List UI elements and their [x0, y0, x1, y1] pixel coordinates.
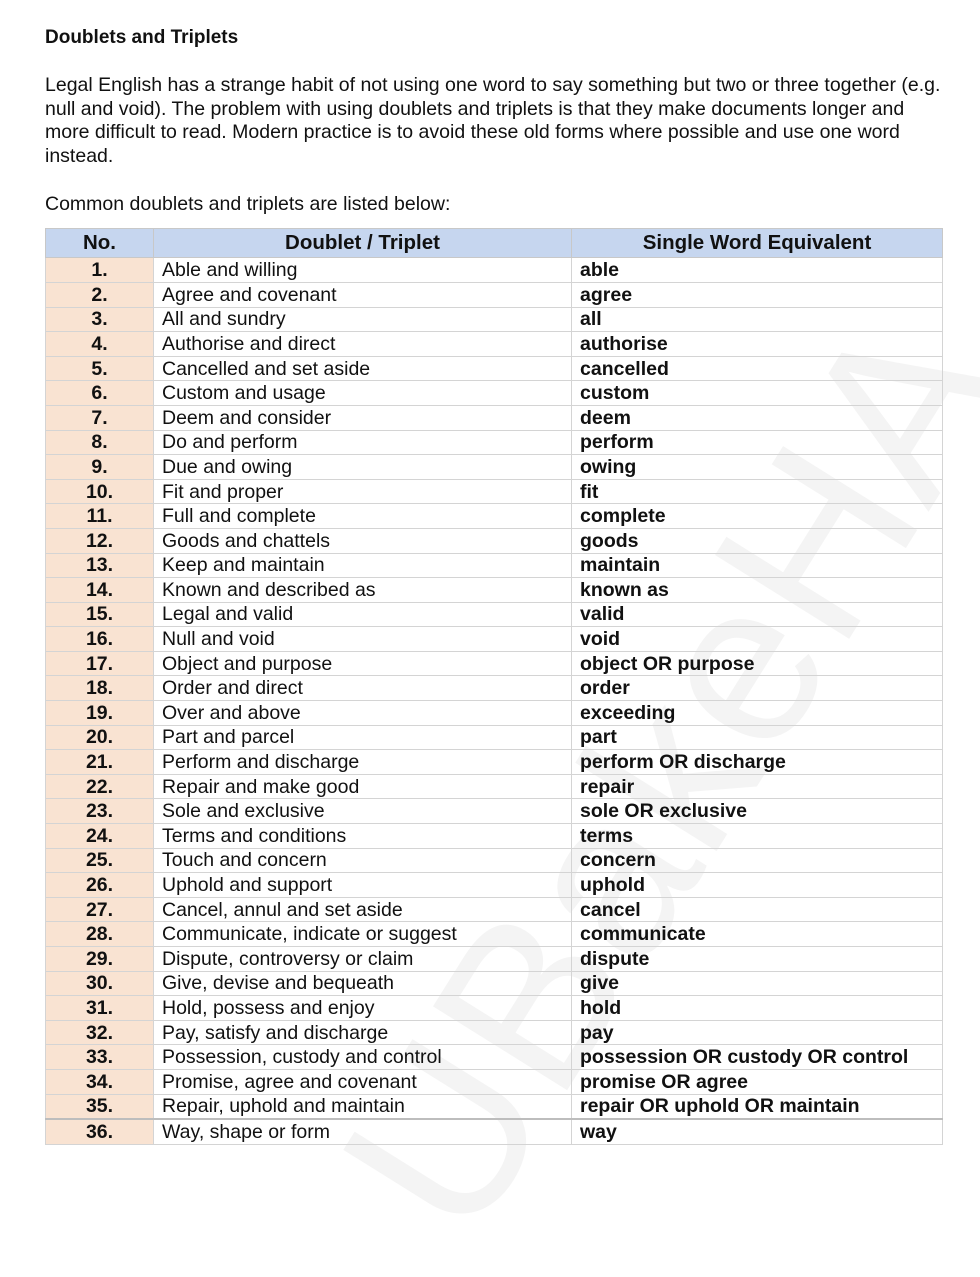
row-number: 4.: [46, 332, 154, 357]
row-doublet-triplet: Order and direct: [154, 676, 572, 701]
doublets-table: [45, 228, 943, 1144]
row-single-word: order: [572, 676, 943, 701]
intro-paragraph: Legal English has a strange habit of not using one word to say something but two or three together (e.g. null and void). The problem with using doublets and triplets is that they make documents longer and more difficult to read. Modern practice is to avoid these old forms where possible and use one word instead.: [45, 74, 941, 167]
row-number: 17.: [46, 651, 154, 676]
table-row: [46, 332, 943, 357]
table-row: [46, 455, 943, 480]
row-number: 30.: [46, 971, 154, 996]
row-doublet-triplet: Repair, uphold and maintain: [154, 1094, 572, 1119]
row-doublet-triplet: Hold, possess and enjoy: [154, 996, 572, 1021]
row-single-word: sole OR exclusive: [572, 799, 943, 824]
row-number: 36.: [46, 1119, 154, 1144]
row-single-word: all: [572, 307, 943, 332]
row-doublet-triplet: Null and void: [154, 627, 572, 652]
row-number: 24.: [46, 824, 154, 849]
table-row: [46, 627, 943, 652]
row-doublet-triplet: Cancelled and set aside: [154, 356, 572, 381]
table-row: [46, 356, 943, 381]
row-single-word: perform: [572, 430, 943, 455]
row-single-word: authorise: [572, 332, 943, 357]
table-row: [46, 922, 943, 947]
row-doublet-triplet: Authorise and direct: [154, 332, 572, 357]
row-doublet-triplet: Touch and concern: [154, 848, 572, 873]
row-number: 18.: [46, 676, 154, 701]
row-doublet-triplet: Legal and valid: [154, 602, 572, 627]
row-single-word: maintain: [572, 553, 943, 578]
row-single-word: part: [572, 725, 943, 750]
table-row: [46, 578, 943, 603]
table-row: [46, 996, 943, 1021]
row-number: 35.: [46, 1094, 154, 1119]
table-row: [46, 897, 943, 922]
row-number: 29.: [46, 947, 154, 972]
table-row: [46, 405, 943, 430]
row-doublet-triplet: Cancel, annul and set aside: [154, 897, 572, 922]
row-single-word: promise OR agree: [572, 1069, 943, 1094]
row-doublet-triplet: Dispute, controversy or claim: [154, 947, 572, 972]
table-row: [46, 750, 943, 775]
table-row: [46, 676, 943, 701]
row-single-word: uphold: [572, 873, 943, 898]
row-number: 11.: [46, 504, 154, 529]
row-doublet-triplet: Fit and proper: [154, 479, 572, 504]
row-doublet-triplet: Give, devise and bequeath: [154, 971, 572, 996]
table-row: [46, 799, 943, 824]
row-number: 5.: [46, 356, 154, 381]
table-row: [46, 725, 943, 750]
row-number: 28.: [46, 922, 154, 947]
row-number: 6.: [46, 381, 154, 406]
header-single-word: Single Word Equivalent: [572, 229, 943, 258]
row-number: 34.: [46, 1069, 154, 1094]
row-number: 8.: [46, 430, 154, 455]
row-doublet-triplet: Part and parcel: [154, 725, 572, 750]
table-row: [46, 701, 943, 726]
table-row: [46, 971, 943, 996]
row-number: 10.: [46, 479, 154, 504]
table-row: [46, 1094, 943, 1119]
table-row: [46, 1119, 943, 1144]
row-doublet-triplet: Way, shape or form: [154, 1119, 572, 1144]
row-single-word: cancel: [572, 897, 943, 922]
row-single-word: give: [572, 971, 943, 996]
row-single-word: repair OR uphold OR maintain: [572, 1094, 943, 1119]
table-row: [46, 381, 943, 406]
row-doublet-triplet: Full and complete: [154, 504, 572, 529]
row-number: 9.: [46, 455, 154, 480]
row-single-word: valid: [572, 602, 943, 627]
table-row: [46, 282, 943, 307]
row-doublet-triplet: Goods and chattels: [154, 528, 572, 553]
row-doublet-triplet: Pay, satisfy and discharge: [154, 1020, 572, 1045]
row-single-word: hold: [572, 996, 943, 1021]
table-row: [46, 824, 943, 849]
table-row: [46, 651, 943, 676]
row-doublet-triplet: Uphold and support: [154, 873, 572, 898]
table-row: [46, 602, 943, 627]
document-page: [45, 26, 945, 1145]
table-row: [46, 1020, 943, 1045]
row-number: 19.: [46, 701, 154, 726]
table-row: [46, 307, 943, 332]
row-single-word: communicate: [572, 922, 943, 947]
row-single-word: cancelled: [572, 356, 943, 381]
row-number: 33.: [46, 1045, 154, 1070]
table-row: [46, 528, 943, 553]
row-doublet-triplet: Communicate, indicate or suggest: [154, 922, 572, 947]
row-single-word: possession OR custody OR control: [572, 1045, 943, 1070]
row-doublet-triplet: Over and above: [154, 701, 572, 726]
row-single-word: known as: [572, 578, 943, 603]
row-number: 20.: [46, 725, 154, 750]
row-number: 27.: [46, 897, 154, 922]
row-number: 2.: [46, 282, 154, 307]
table-row: [46, 1069, 943, 1094]
row-single-word: way: [572, 1119, 943, 1144]
row-doublet-triplet: Possession, custody and control: [154, 1045, 572, 1070]
row-number: 31.: [46, 996, 154, 1021]
header-no: No.: [46, 229, 154, 258]
row-doublet-triplet: Promise, agree and covenant: [154, 1069, 572, 1094]
table-row: [46, 947, 943, 972]
row-doublet-triplet: Due and owing: [154, 455, 572, 480]
row-number: 26.: [46, 873, 154, 898]
row-doublet-triplet: Repair and make good: [154, 774, 572, 799]
row-single-word: custom: [572, 381, 943, 406]
row-single-word: goods: [572, 528, 943, 553]
row-doublet-triplet: Keep and maintain: [154, 553, 572, 578]
row-single-word: deem: [572, 405, 943, 430]
row-single-word: able: [572, 258, 943, 283]
row-number: 32.: [46, 1020, 154, 1045]
table-header-row: [46, 229, 943, 258]
row-number: 7.: [46, 405, 154, 430]
table-row: [46, 1045, 943, 1070]
table-body: [46, 258, 943, 1144]
row-doublet-triplet: Sole and exclusive: [154, 799, 572, 824]
row-single-word: concern: [572, 848, 943, 873]
row-single-word: object OR purpose: [572, 651, 943, 676]
row-single-word: dispute: [572, 947, 943, 972]
row-doublet-triplet: Deem and consider: [154, 405, 572, 430]
row-number: 22.: [46, 774, 154, 799]
table-row: [46, 873, 943, 898]
row-number: 1.: [46, 258, 154, 283]
row-doublet-triplet: All and sundry: [154, 307, 572, 332]
row-single-word: agree: [572, 282, 943, 307]
row-number: 12.: [46, 528, 154, 553]
row-single-word: fit: [572, 479, 943, 504]
row-number: 15.: [46, 602, 154, 627]
table-lead-text: Common doublets and triplets are listed below:: [45, 193, 451, 216]
row-single-word: exceeding: [572, 701, 943, 726]
row-doublet-triplet: Object and purpose: [154, 651, 572, 676]
row-number: 3.: [46, 307, 154, 332]
row-doublet-triplet: Known and described as: [154, 578, 572, 603]
row-single-word: perform OR discharge: [572, 750, 943, 775]
row-single-word: complete: [572, 504, 943, 529]
row-doublet-triplet: Perform and discharge: [154, 750, 572, 775]
row-number: 13.: [46, 553, 154, 578]
row-single-word: void: [572, 627, 943, 652]
row-doublet-triplet: Terms and conditions: [154, 824, 572, 849]
table-row: [46, 774, 943, 799]
row-number: 25.: [46, 848, 154, 873]
header-doublet-triplet: Doublet / Triplet: [154, 229, 572, 258]
row-single-word: terms: [572, 824, 943, 849]
row-number: 14.: [46, 578, 154, 603]
table-row: [46, 430, 943, 455]
page-title: Doublets and Triplets: [45, 27, 239, 48]
table-row: [46, 553, 943, 578]
row-doublet-triplet: Custom and usage: [154, 381, 572, 406]
table-row: [46, 848, 943, 873]
table-row: [46, 479, 943, 504]
row-doublet-triplet: Agree and covenant: [154, 282, 572, 307]
row-doublet-triplet: Able and willing: [154, 258, 572, 283]
row-single-word: owing: [572, 455, 943, 480]
row-doublet-triplet: Do and perform: [154, 430, 572, 455]
row-number: 16.: [46, 627, 154, 652]
row-single-word: repair: [572, 774, 943, 799]
table-row: [46, 504, 943, 529]
row-number: 21.: [46, 750, 154, 775]
row-number: 23.: [46, 799, 154, 824]
table-row: [46, 258, 943, 283]
row-single-word: pay: [572, 1020, 943, 1045]
